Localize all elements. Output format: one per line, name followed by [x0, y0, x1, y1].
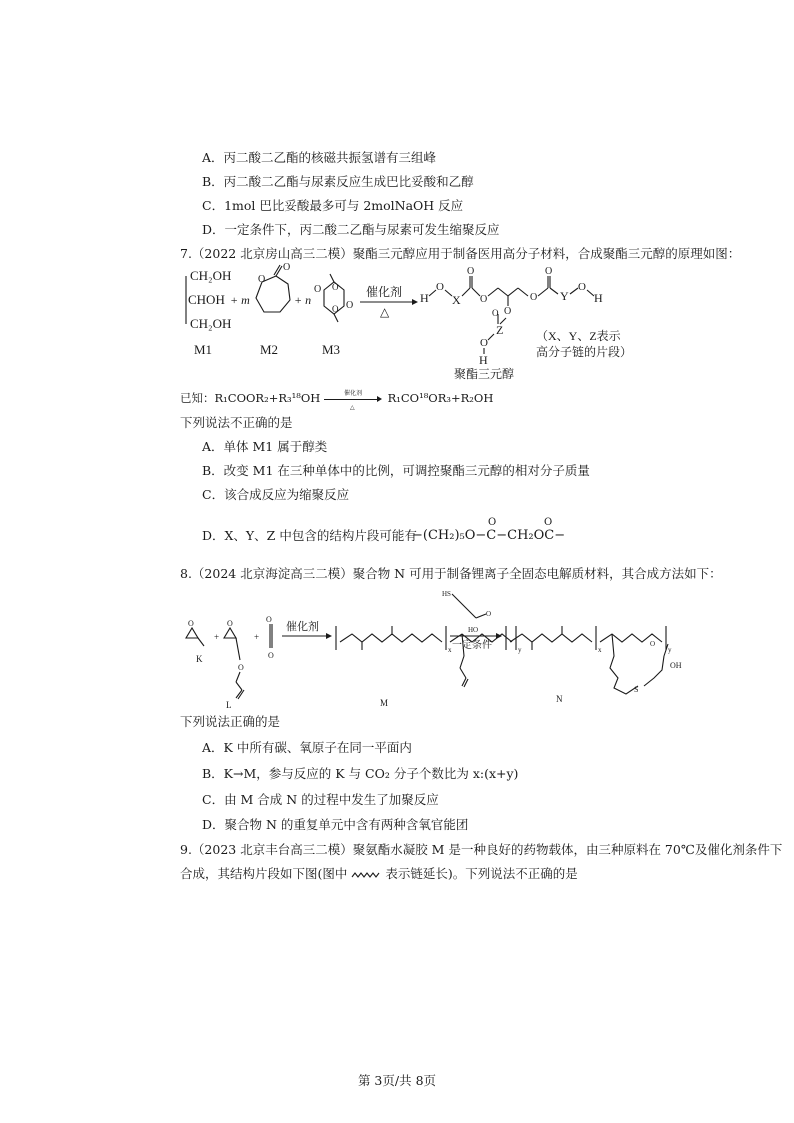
q8-reaction-scheme	[180, 586, 700, 712]
q7-catalyst: 催化剂	[366, 285, 403, 299]
q6-option-b: B．丙二酸二乙酯与尿素反应生成巴比妥酸和乙醇	[202, 174, 474, 189]
svg-text:O: O	[486, 610, 492, 618]
svg-text:O: O	[314, 284, 322, 295]
wavy-chain-icon	[351, 870, 381, 880]
page-footer: 第 3页/共 8页	[357, 1073, 437, 1088]
q8-question: 下列说法正确的是	[180, 714, 281, 729]
q8-condition: 一定条件	[452, 640, 492, 651]
mercapto-acid	[442, 590, 491, 634]
q9-stem-line-2: 合成，其结构片段如下图(图中 表示链延长)。下列说法不正确的是	[180, 866, 578, 881]
q7-known: 已知：R₁COOR₂+R₃¹⁸OH 催化剂 △ R₁CO¹⁸OR₃+R₂OH	[180, 390, 494, 411]
m1-line-2: CHOH	[188, 292, 225, 307]
plus-m: + m	[230, 293, 250, 307]
q6-option-a: A．丙二酸二乙酯的核磁共振氢谱有三组峰	[202, 150, 437, 165]
q7-note-line-1: （X、Y、Z表示	[536, 329, 621, 343]
q7-option-c: C．该合成反应为缩聚反应	[202, 487, 350, 502]
m3-label: M3	[322, 342, 341, 357]
q7-option-a: A．单体 M1 属于醇类	[202, 439, 328, 454]
svg-text:H: H	[420, 291, 429, 305]
svg-text:O: O	[283, 262, 291, 273]
q7-question: 下列说法不正确的是	[180, 415, 293, 430]
m1-line-3: CH₂OH	[190, 316, 232, 331]
svg-text:OH: OH	[670, 661, 682, 670]
svg-text:O: O	[480, 337, 488, 349]
svg-text:S: S	[634, 685, 639, 694]
q7-product-name: 聚酯三元醇	[454, 367, 515, 381]
svg-text:HO: HO	[468, 626, 479, 634]
q7-fragment-o1: O	[488, 517, 497, 528]
q7-heat: △	[380, 305, 390, 319]
svg-text:X: X	[452, 293, 461, 307]
svg-text:O: O	[346, 300, 354, 311]
m1-line-1: CH₂OH	[190, 268, 232, 283]
svg-text:O: O	[238, 663, 244, 672]
svg-text:O: O	[268, 651, 274, 660]
q9-stem-line-1: 9.（2023 北京丰台高三二模）聚氨酯水凝胶 M 是一种良好的药物载体，由三种原料在 70℃及催化剂条件下	[180, 842, 783, 857]
q8-stem: 8.（2024 北京海淀高三二模）聚合物 N 可用于制备锂离子全固态电解质材料，其合成方法如下：	[180, 566, 722, 581]
svg-text:O: O	[227, 619, 233, 628]
l-label: L	[226, 700, 232, 710]
q7-option-d: D．X、Y、Z 中包含的结构片段可能有	[202, 528, 417, 543]
m2-label: M2	[260, 342, 279, 357]
q7-option-b: B．改变 M1 在三种单体中的比例，可调控聚酯三元醇的相对分子质量	[202, 463, 590, 478]
q7-stem: 7.（2022 北京房山高三二模）聚酯三元醇应用于制备医用高分子材料，合成聚酯三元醇的原理如图：	[180, 246, 741, 261]
svg-text:O: O	[504, 306, 512, 317]
svg-text:H: H	[594, 291, 603, 305]
svg-text:O: O	[188, 619, 194, 628]
q6-option-d: D．一定条件下，丙二酸二乙酯与尿素可发生缩聚反应	[202, 222, 500, 237]
k-epoxide	[186, 619, 204, 664]
svg-text:O: O	[578, 281, 586, 293]
co2	[266, 615, 274, 660]
m2-structure	[256, 262, 290, 312]
svg-text:x: x	[448, 646, 452, 654]
svg-text:O: O	[258, 274, 266, 285]
svg-text:O: O	[436, 281, 444, 293]
k-label: K	[196, 654, 203, 664]
svg-text:HS: HS	[442, 590, 451, 598]
m1-label: M1	[194, 342, 213, 357]
svg-text:y: y	[518, 646, 522, 654]
n-label: N	[556, 694, 563, 704]
q8-option-c: C．由 M 合成 N 的过程中发生了加聚反应	[202, 792, 439, 807]
svg-text:x: x	[598, 646, 602, 654]
q7-fragment: −(CH₂)₅O−C−CH₂OC−	[412, 528, 566, 543]
svg-text:+: +	[254, 632, 260, 642]
svg-text:O: O	[492, 308, 499, 318]
m-polymer	[336, 626, 522, 708]
q8-option-a: A．K 中所有碳、氧原子在同一平面内	[202, 740, 412, 755]
svg-text:O: O	[332, 282, 339, 292]
svg-text:O: O	[480, 294, 488, 305]
m3-structure	[314, 274, 353, 322]
q8-option-b: B．K→M，参与反应的 K 与 CO₂ 分子个数比为 x:(x+y)	[202, 766, 519, 781]
svg-text:Y: Y	[560, 289, 569, 303]
q7-note-line-2: 高分子链的片段）	[536, 345, 633, 359]
svg-text:O: O	[530, 292, 538, 303]
svg-text:O: O	[467, 266, 475, 277]
q8-catalyst: 催化剂	[286, 621, 319, 633]
svg-text:O: O	[545, 266, 553, 277]
svg-text:y: y	[668, 646, 672, 654]
q8-option-d: D．聚合物 N 的重复单元中含有两种含氧官能团	[202, 817, 469, 832]
n-polymer	[506, 626, 682, 704]
plus-n: + n	[294, 293, 312, 307]
q7-reaction-scheme	[180, 262, 680, 382]
m-label: M	[380, 698, 389, 708]
q7-fragment-o2: O	[544, 517, 553, 528]
svg-text:O: O	[266, 615, 272, 624]
l-epoxide	[224, 619, 244, 710]
svg-text:+: +	[214, 632, 220, 642]
q6-option-c: C．1mol 巴比妥酸最多可与 2molNaOH 反应	[202, 198, 464, 213]
svg-text:H: H	[479, 353, 488, 367]
svg-text:O: O	[650, 640, 656, 648]
svg-text:Z: Z	[496, 323, 504, 337]
svg-text:O: O	[332, 304, 339, 314]
